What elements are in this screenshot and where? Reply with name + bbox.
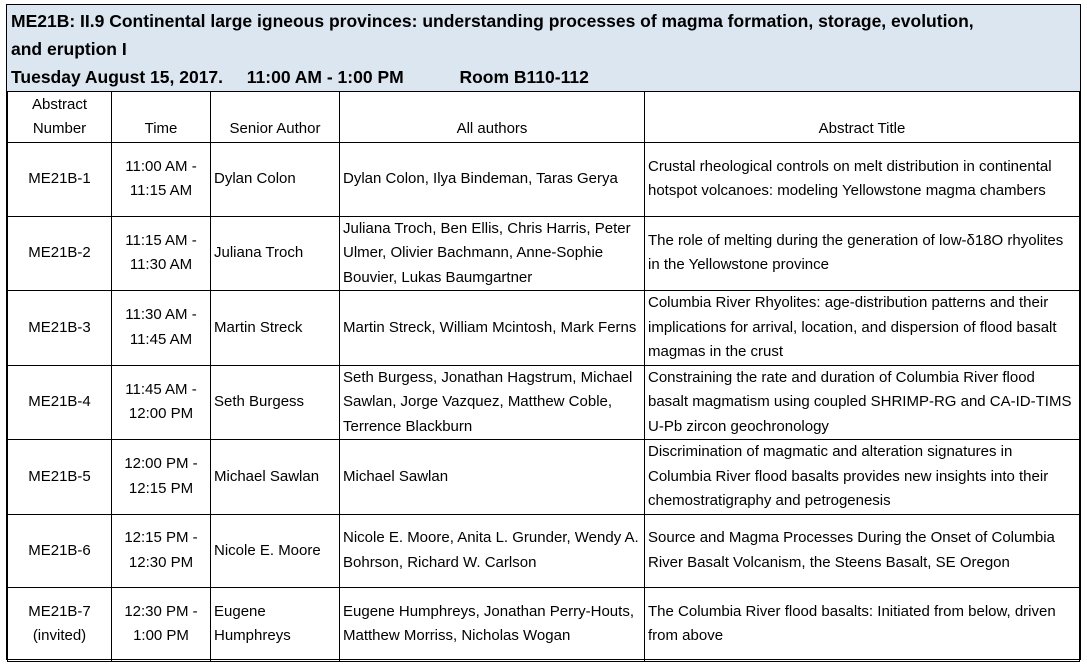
time-end: 11:30 AM [129, 256, 193, 274]
session-title-line-2: and eruption I [11, 39, 127, 59]
senior-author: Nicole E. Moore [211, 514, 340, 588]
table-row [8, 365, 1080, 440]
table-row [8, 143, 1080, 217]
senior-author: Juliana Troch [211, 216, 340, 291]
column-header-all-authors: All authors [340, 92, 645, 143]
schedule-table [7, 91, 1080, 662]
table-row [8, 440, 1080, 515]
time-end: 11:15 AM [129, 182, 193, 200]
abstract-title: Source and Magma Processes During the Onset of Columbia River Basalt Volcanism, the Steens Basalt, SE Oregon [645, 514, 1080, 588]
senior-author: Michael Sawlan [211, 440, 340, 515]
session-room: Room B110-112 [459, 67, 589, 87]
abstract-title: Crustal rheological controls on melt distribution in continental hotspot volcanoes: modeling Yellowstone magma chambers [645, 143, 1080, 217]
time-cell [112, 588, 211, 662]
all-authors: Nicole E. Moore, Anita L. Grunder, Wendy A. Bohrson, Richard W. Carlson [340, 514, 645, 588]
all-authors: Martin Streck, William Mcintosh, Mark Ferns [340, 291, 645, 366]
session-header [7, 5, 1080, 91]
abstract-number: ME21B-2 [28, 244, 91, 261]
time-end: 12:15 PM [128, 479, 194, 497]
session-date: Tuesday August 15, 2017. [11, 67, 224, 87]
abstract-number: ME21B-7 [28, 602, 91, 620]
time-start: 12:00 PM - [124, 455, 198, 473]
time-start: 11:45 AM - [125, 380, 197, 398]
session-date-line [11, 63, 1074, 91]
session-time: 11:00 AM - 1:00 PM [246, 67, 404, 87]
time-cell [112, 291, 211, 366]
abstract-number-cell [8, 440, 112, 515]
abstract-title: Discrimination of magmatic and alteration signatures in Columbia River flood basalts provides new insights into their chemostratigraphy and petrogenesis [645, 440, 1080, 515]
column-header-number-line-2: Number [32, 120, 87, 137]
time-end: 11:45 AM [129, 330, 193, 348]
time-end: 1:00 PM [133, 627, 189, 645]
time-start: 12:15 PM - [124, 529, 198, 547]
all-authors: Seth Burgess, Jonathan Hagstrum, Michael Sawlan, Jorge Vazquez, Matthew Coble, Terrence Blackburn [340, 365, 645, 440]
time-cell [112, 365, 211, 440]
time-cell [112, 143, 211, 217]
table-row [8, 216, 1080, 291]
abstract-title: Constraining the rate and duration of Columbia River flood basalt magmatism using coupled SHRIMP-RG and CA-ID-TIMS U-Pb zircon geochronology [645, 365, 1080, 440]
abstract-title: The Columbia River flood basalts: Initiated from below, driven from above [645, 588, 1080, 662]
session-title-line-1: ME21B: II.9 Continental large igneous provinces: understanding processes of magma formation, storage, evolution, [11, 11, 974, 31]
senior-author: Seth Burgess [211, 365, 340, 440]
senior-author: Eugene Humphreys [211, 588, 340, 662]
column-header-senior-author: Senior Author [211, 92, 340, 143]
senior-author: Dylan Colon [211, 143, 340, 217]
time-cell [112, 440, 211, 515]
time-start: 11:30 AM - [125, 306, 197, 324]
session-schedule [6, 4, 1081, 660]
time-start: 12:30 PM - [124, 602, 198, 620]
abstract-number: ME21B-5 [28, 467, 91, 485]
all-authors: Juliana Troch, Ben Ellis, Chris Harris, Peter Ulmer, Olivier Bachmann, Anne-Sophie Bouvier, Lukas Baumgartner [340, 216, 645, 291]
all-authors: Dylan Colon, Ilya Bindeman, Taras Gerya [340, 143, 645, 217]
abstract-number-cell [8, 365, 112, 440]
abstract-number-cell [8, 514, 112, 588]
abstract-number-cell [8, 216, 112, 291]
abstract-title: Columbia River Rhyolites: age-distribution patterns and their implications for arrival, location, and dispersion of flood basalt magmas in the crust [645, 291, 1080, 366]
abstract-number: ME21B-3 [28, 318, 91, 336]
column-header-number [8, 92, 112, 143]
table-row [8, 514, 1080, 588]
abstract-number-cell [8, 143, 112, 217]
senior-author: Martin Streck [211, 291, 340, 366]
all-authors: Eugene Humphreys, Jonathan Perry-Houts, Matthew Morriss, Nicholas Wogan [340, 588, 645, 662]
abstract-title: The role of melting during the generation of low-δ18O rhyolites in the Yellowstone province [645, 216, 1080, 291]
table-header-row [8, 92, 1080, 143]
abstract-number: ME21B-4 [28, 393, 91, 410]
all-authors: Michael Sawlan [340, 440, 645, 515]
column-header-number-line-1: Abstract [31, 96, 88, 113]
abstract-note: (invited) [32, 627, 87, 645]
time-end: 12:00 PM [128, 405, 194, 423]
column-header-time: Time [112, 92, 211, 143]
column-header-abstract-title: Abstract Title [645, 92, 1080, 143]
abstract-number: ME21B-1 [28, 170, 91, 187]
time-end: 12:30 PM [128, 553, 194, 571]
time-cell [112, 216, 211, 291]
time-cell [112, 514, 211, 588]
table-row [8, 291, 1080, 366]
table-row [8, 588, 1080, 662]
abstract-number: ME21B-6 [28, 541, 91, 559]
abstract-number-cell [8, 291, 112, 366]
abstract-number-cell [8, 588, 112, 662]
time-start: 11:00 AM - [125, 157, 197, 175]
time-start: 11:15 AM - [125, 231, 197, 249]
